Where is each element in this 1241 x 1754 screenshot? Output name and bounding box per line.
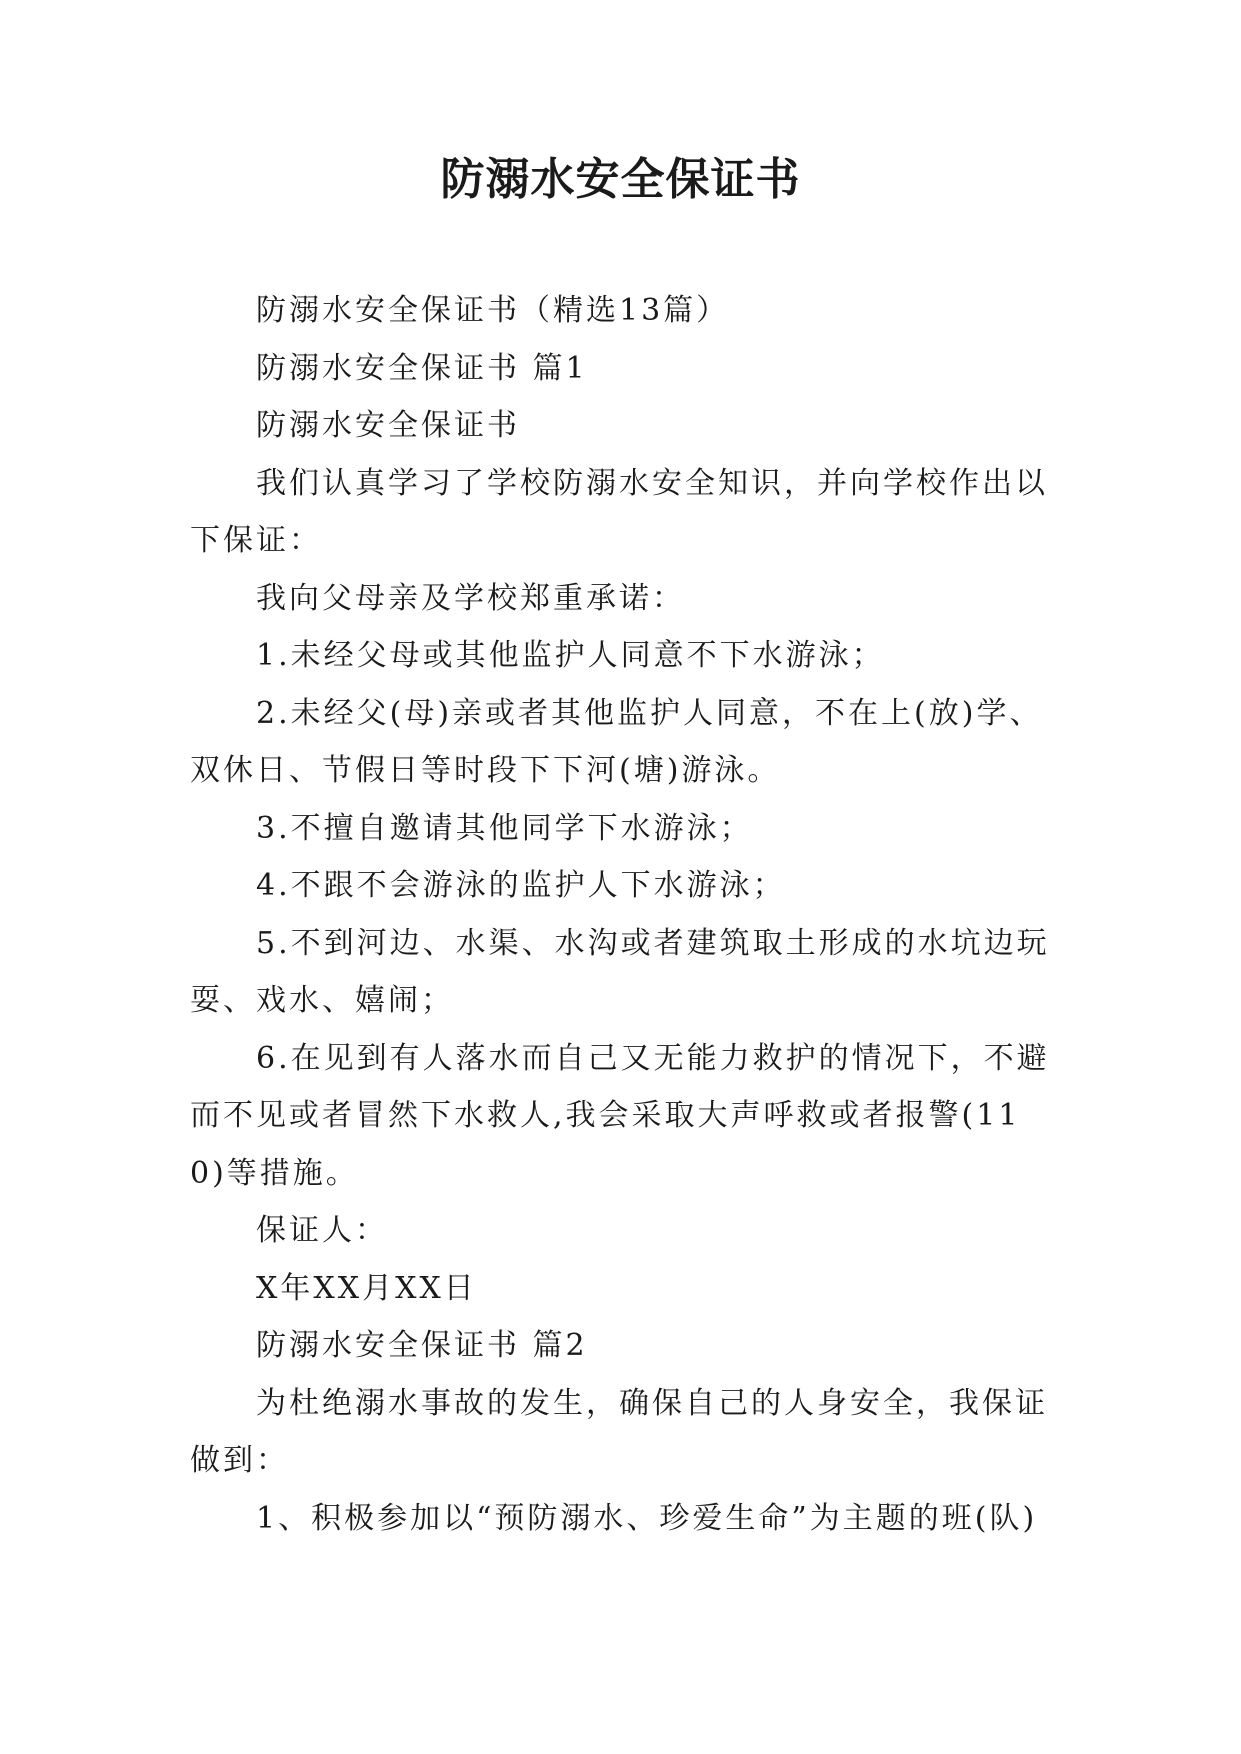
paragraph: 防溺水安全保证书 篇2 xyxy=(256,1328,588,1363)
paragraph: 保证人： xyxy=(256,1213,388,1248)
paragraph: 我向父母亲及学校郑重承诺： xyxy=(256,580,685,616)
document-body xyxy=(190,282,1050,1547)
paragraph: X年XX月XX日 xyxy=(256,1270,477,1306)
paragraph: 1、积极参加以“预防溺水、珍爱生命”为主题的班(队) xyxy=(256,1500,1038,1536)
paragraph: 为杜绝溺水事故的发生，确保自己的人身安全，我保证做到： xyxy=(190,1385,1048,1478)
paragraph: 6.在见到有人落水而自己又无能力救护的情况下，不避而不见或者冒然下水救人,我会采取大声呼救或者报警(110)等措施。 xyxy=(190,1040,1050,1191)
paragraph: 防溺水安全保证书 xyxy=(256,408,520,443)
paragraph: 我们认真学习了学校防溺水安全知识，并向学校作出以下保证： xyxy=(190,465,1048,558)
paragraph: 防溺水安全保证书 篇1 xyxy=(256,350,588,386)
document-title: 防溺水安全保证书 xyxy=(440,154,801,205)
paragraph: 3.不擅自邀请其他同学下水游泳； xyxy=(256,810,753,846)
paragraph: 防溺水安全保证书（精选13篇） xyxy=(256,293,730,328)
paragraph: 5.不到河边、水渠、水沟或者建筑取土形成的水坑边玩耍、戏水、嬉闹； xyxy=(190,925,1050,1018)
paragraph: 1.未经父母或其他监护人同意不下水游泳； xyxy=(256,638,885,673)
paragraph: 2.未经父(母)亲或者其他监护人同意，不在上(放)学、双休日、节假日等时段下下河(塘)游泳。 xyxy=(190,695,1043,788)
paragraph: 4.不跟不会游泳的监护人下水游泳； xyxy=(256,868,786,903)
